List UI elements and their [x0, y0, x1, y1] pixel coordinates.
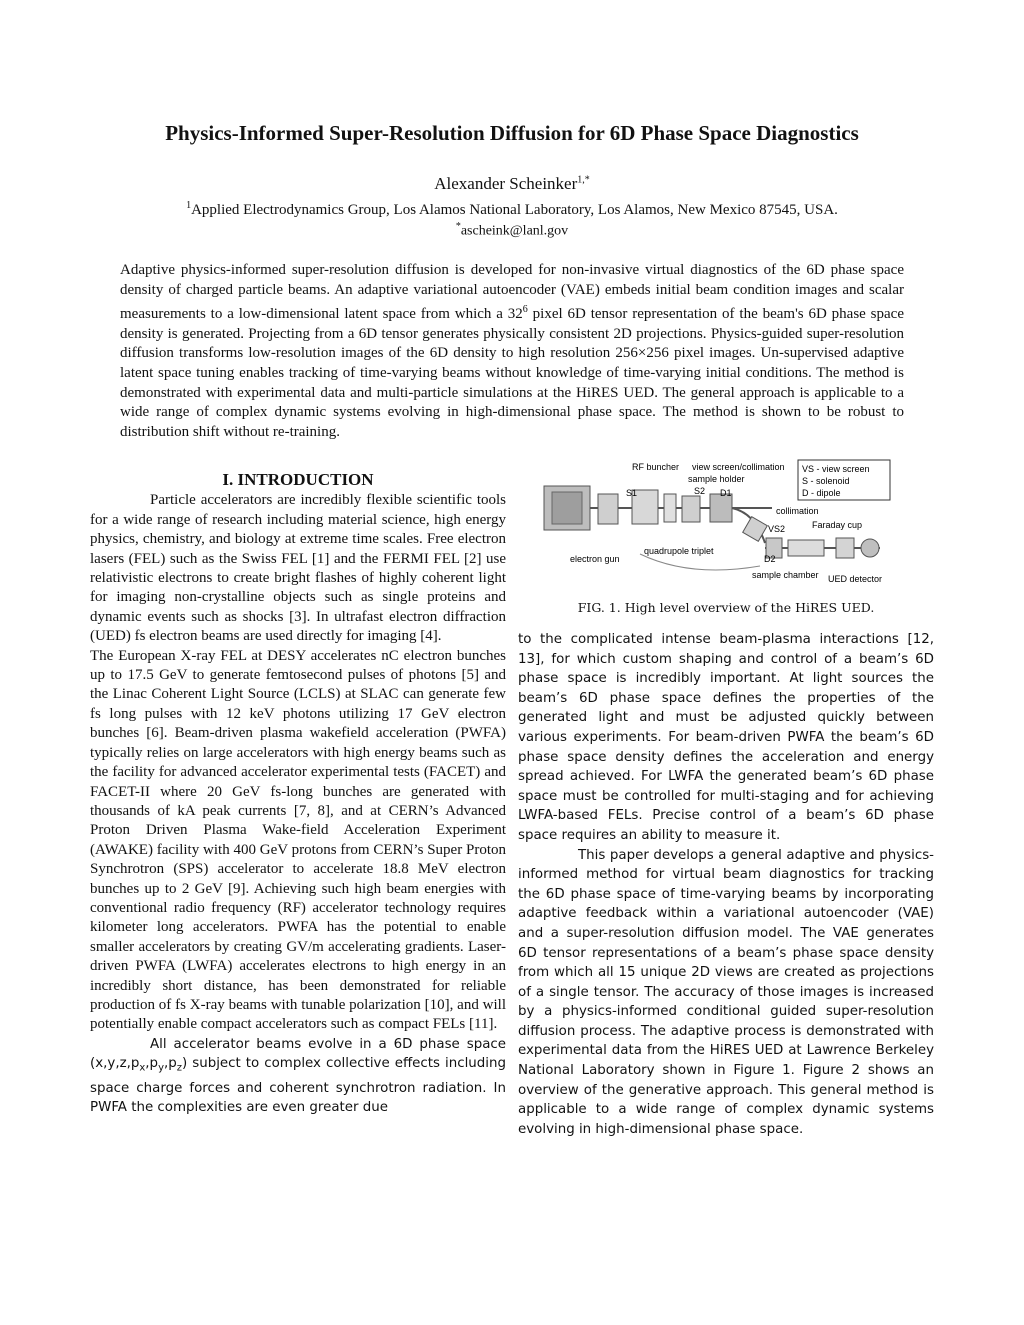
email-line [0, 221, 1024, 240]
right-paragraph-1: to the complicated intense beam-plasma interactions [12, 13], for which custom shaping and control of a beam’s 6D phase space is incredibly important. At light sources the beam’s 6D phase space defines the properties of the generated light and must be adjusted quickly between various experiments. For beam-driven PWFA the beam’s 6D phase space density defines the acceleration and energy spread achieved. For LWFA the generated beam’s 6D phase space must be controlled for multi-staging and for achieving LWFA-based FELs. Precise control of a beam’s 6D phase space requires an ability to measure it. [518, 632, 934, 843]
author-line [0, 174, 1024, 194]
abstract-part1: Adaptive physics-informed super-resolution diffusion is developed for non-invasive virtual diagnostics of the 6D phase space density of charged particle beams. An adaptive variational autoencoder (VAE) embeds initial beam condition images and scalar measurements to a low-dimensional latent space from which a 32 [120, 262, 904, 323]
label-faraday-cup: Faraday cup [812, 520, 863, 530]
paper-title: Physics-Informed Super-Resolution Diffusion for 6D Phase Space Diagnostics [165, 121, 859, 145]
abstract [120, 261, 904, 442]
solenoid-s1-shape [598, 494, 618, 524]
affiliation [0, 200, 1024, 219]
dipole-d1-shape [710, 494, 732, 522]
legend-d: D - dipole [802, 488, 841, 498]
label-d1: D1 [720, 488, 732, 498]
author-name: Alexander Scheinker [434, 174, 578, 193]
label-collimation: collimation [776, 506, 819, 516]
label-ued-detector: UED detector [828, 574, 883, 584]
intro-paragraph-2: The European X-ray FEL at DESY accelerates nC electron bunches up to 17.5 GeV to generate femtosecond pulses of photons [5] and the Linac Coherent Light Source (LCLS) at SLAC can generate few fs long pulses with 12 keV photons utilizing 17 GeV electron bunches [6]. Beam-driven plasma wakefield acceleration (PWFA) typically relies on large accelerators with high energy beams such as the facility for advanced accelerator experimental tests (FACET) and FACET-II where 20 GeV fs-long bunches are generated with thousands of kA peak currents [7, 8], and at CERN’s Advanced Proton Driven Plasma Wake-field Acceleration Experiment (AWAKE) facility with 400 GeV protons from CERN’s Super Proton Synchrotron (SPS) accelerator to accelerate 18.8 MeV electron bunches up to 2 GeV [9]. Achieving such high beam energies with conventional radio frequency (RF) accelerator technology requires kilometer long accelerators. PWFA has the potential to enable smaller accelerators by creating GV/m accelerating gradients. Laser- driven PWFA (LWFA) accelerates electrons to high energy in an incredibly short distance, has been demonstrated for reliable production of fs X-ray beams with tunable polarization [10], and will potentially enable compact accelerators such as compact FELs [11]. [90, 647, 506, 1033]
label-rf-buncher: RF buncher [632, 462, 680, 472]
label-quadrupole-triplet: quadrupole triplet [644, 546, 714, 556]
p3-comma-1: ,p [145, 1056, 159, 1072]
right-column [518, 630, 934, 1139]
p3-part-a: All accelerator beams evolve in a 6D phase space (x,y,z,p [90, 1036, 506, 1072]
left-column [90, 470, 506, 1118]
email-text: ascheink@lanl.gov [460, 223, 569, 239]
label-vs2: VS2 [768, 524, 786, 534]
p3-sub-x: x [139, 1063, 146, 1075]
p3-part-b: ) subject to complex collective effects including space charge forces and coherent synchrotron radiation. In PWFA the complexities are even greater due [90, 1056, 506, 1116]
legend-vs: VS - view screen [802, 464, 870, 474]
intro-paragraph-1: Particle accelerators are incredibly flexible scientific tools for a wide range of research including material science, high energy physics, chemistry, and biology at extreme time scales. Free electron lasers (FEL) such as the Swiss FEL [1] and the FERMI FEL [2] use relativistic electrons to create bright flashes of highly coherent light for imaging non-crystalline objects such as single proteins and dynamic events such as shocks [3]. In ultrafast electron diffraction (UED) fs electron beams are used directly for imaging [4]. [90, 492, 506, 645]
label-electron-gun: electron gun [570, 554, 620, 564]
label-view-screen: view screen/collimation [692, 462, 785, 472]
intro-paragraph-3 [90, 1035, 506, 1118]
abstract-part2: pixel 6D tensor representation of the beam's 6D phase space density is generated. Projecting from a 6D tensor generates physically consistent 2D projections. Physics-guided super-resolution diffusion transforms low-resolution images of the 6D density to high resolution 256×256 pixel images. Un-supervised adaptive latent space tuning enables tracking of time-varying beams without knowledge of time-varying initial conditions. The method is demonstrated with experimental data and multi-particle simulations at the HiRES UED. The general approach is applicable to a wide range of complex dynamic systems evolving in high-dimensional phase space. The method is shown to be robust to distribution shift without re-training. [120, 306, 904, 440]
p3-sub-y: y [158, 1063, 164, 1075]
right-paragraph-2: This paper develops a general adaptive and physics- informed method for virtual beam diagnostics for tracking the 6D phase space of time-varying beams by incorporating adaptive feedback within a variational autoencoder (VAE) and a super-resolution diffusion model. The VAE generates 6D tensor representations of a beam’s phase space density from which all 15 unique 2D views are created as projections of a single tensor. The accuracy of those images is increased by a physics-informed conditional guided super-resolution diffusion process. The adaptive process is demonstrated with experimental data from the HiRES UED at Lawrence Berkeley National Laboratory shown in Figure 1. Figure 2 shows an overview of the generative approach. This general method is applicable to a wide range of complex dynamic systems evolving in high-dimensional phase space. [518, 847, 934, 1137]
legend-s: S - solenoid [802, 476, 850, 486]
ued-detector-shape [861, 539, 879, 557]
p3-sub-z: z [176, 1063, 182, 1075]
affiliation-mark: 1 [186, 200, 192, 211]
hires-ued-figure [540, 458, 892, 590]
figure-caption: FIG. 1. High level overview of the HiRES UED. [577, 600, 875, 615]
abstract-sup: 6 [522, 304, 528, 316]
label-sample-holder: sample holder [688, 474, 745, 484]
label-sample-chamber: sample chamber [752, 570, 819, 580]
label-s2: S2 [694, 486, 706, 496]
solenoid-s2-shape [682, 496, 700, 522]
section-heading: I. INTRODUCTION [222, 470, 374, 489]
label-s1: S1 [626, 488, 638, 498]
email-mark: * [455, 221, 461, 232]
p3-comma-2: ,p [163, 1056, 177, 1072]
label-d2: D2 [764, 554, 776, 564]
quadrupole-shape [788, 540, 824, 556]
affiliation-text: Applied Electrodynamics Group, Los Alamos National Laboratory, Los Alamos, New Mexico 87545, USA. [191, 202, 838, 218]
author-marks: 1,* [577, 174, 590, 186]
